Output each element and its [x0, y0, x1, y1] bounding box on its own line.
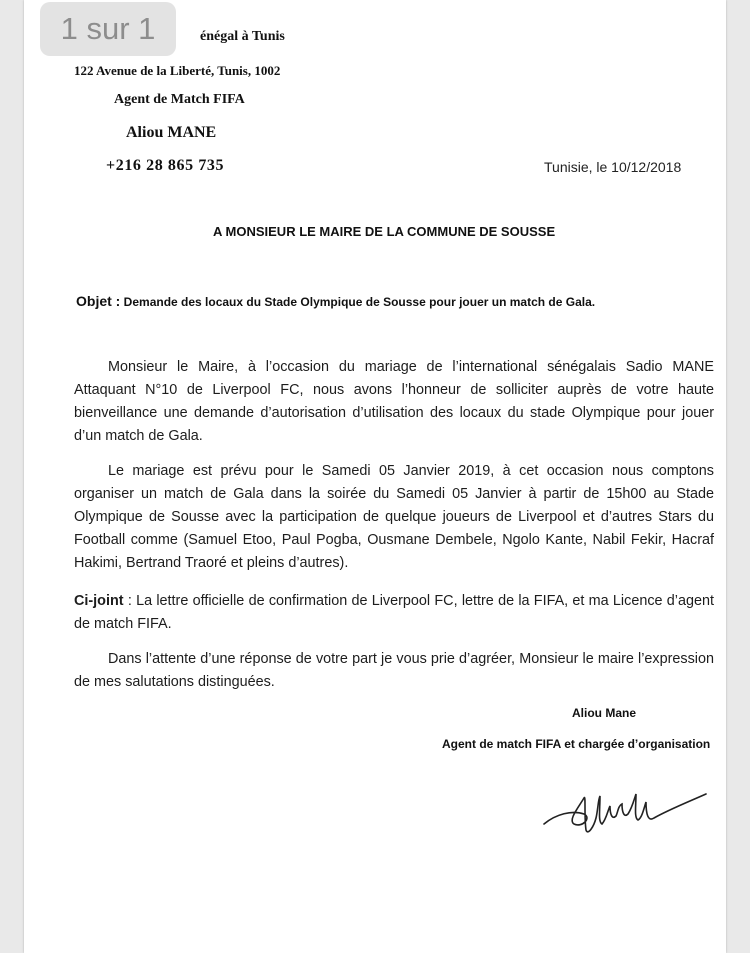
closing-paragraph: Dans l’attente d’une réponse de votre part je vous prie d’agréer, Monsieur le maire l’expression de mes salutations distinguées. [74, 651, 714, 690]
subject-label: Objet : [76, 293, 121, 309]
recipient-heading: A MONSIEUR LE MAIRE DE LA COMMUNE DE SOUSSE [213, 224, 556, 239]
letter-date: Tunisie, le 10/12/2018 [544, 159, 682, 175]
sender-role: Agent de Match FIFA [114, 92, 245, 107]
sender-line: énégal à Tunis [200, 29, 285, 44]
body-paragraph-2: Le mariage est prévu pour le Samedi 05 Janvier 2019, à cet occasion nous comptons organiser un match de Gala dans la soirée du Samedi 05 Janvier à partir de 15h00 au Stade Olympique de Sousse avec la participation de quelque joueurs de Liverpool et d’autres Stars du Football comme (Samuel Etoo, Paul Pogba, Ousmane Dembele, Ngolo Kante, Nabil Fekir, Hacraf Hakimi, Bertrand Traoré et pleins d’autres). [74, 463, 714, 571]
subject-line [76, 293, 595, 309]
attachments-paragraph: Ci-joint : La lettre officielle de confirmation de Liverpool FC, lettre de la FIFA, et ma Licence d’agent de match FIFA. [74, 593, 714, 632]
sender-address: 122 Avenue de la Liberté, Tunis, 1002 [74, 63, 281, 78]
document-page [24, 0, 726, 953]
handwritten-signature [538, 780, 710, 840]
sender-phone: +216 28 865 735 [106, 157, 225, 174]
sender-name: Aliou MANE [126, 124, 217, 141]
page-indicator: 1 sur 1 [40, 2, 176, 56]
subject-text: Demande des locaux du Stade Olympique de Sousse pour jouer un match de Gala. [120, 295, 596, 309]
signatory-name: Aliou Mane [572, 706, 637, 720]
body-paragraph-1: Monsieur le Maire, à l’occasion du mariage de l’international sénégalais Sadio MANE Attaquant N°10 de Liverpool FC, nous avons l’honneur de solliciter auprès de votre haute bienveillance une demande d’autorisation d’utilisation des locaux du stade Olympique pour jouer d’un match de Gala. [74, 359, 714, 444]
signatory-role: Agent de match FIFA et chargée d’organisation [442, 737, 711, 751]
attachments-label: Ci-joint [74, 593, 124, 609]
